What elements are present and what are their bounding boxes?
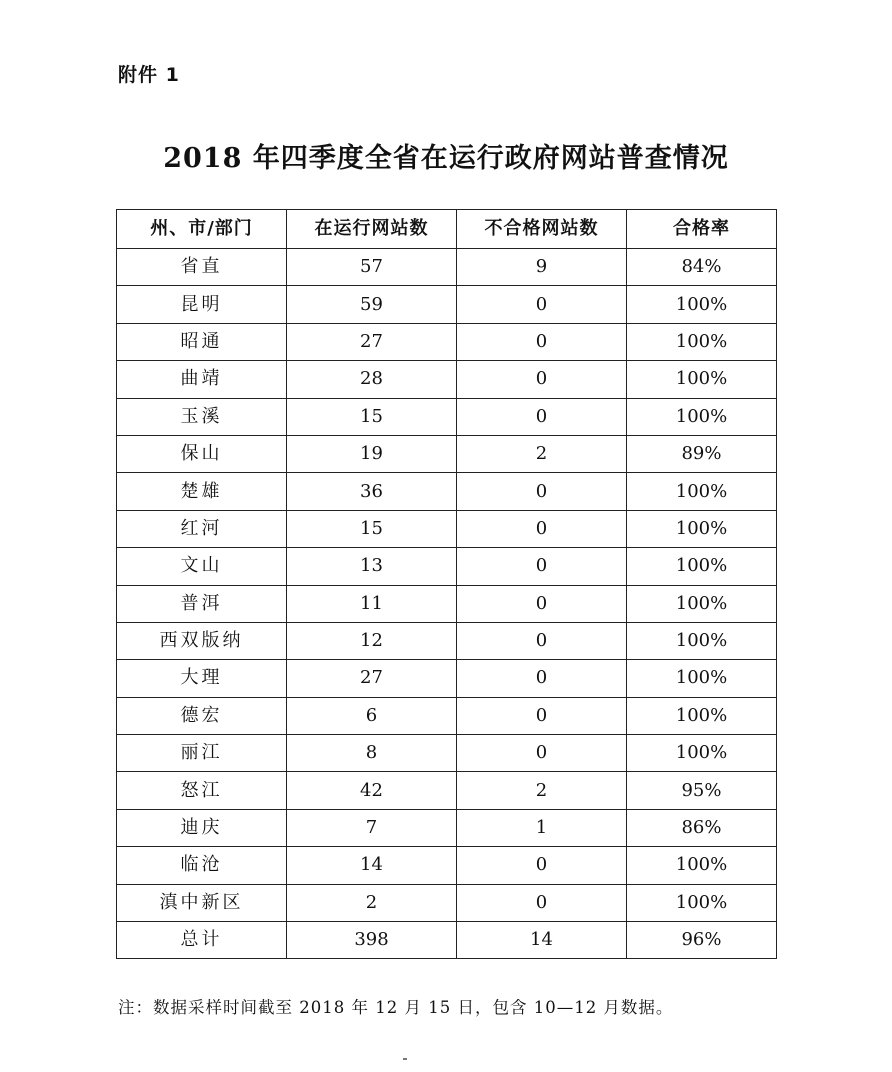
cell-pass-rate: 100% bbox=[627, 660, 777, 697]
table-row bbox=[117, 249, 777, 286]
cell-failed-sites: 0 bbox=[457, 847, 627, 884]
cell-failed-sites: 0 bbox=[457, 622, 627, 659]
page-mark bbox=[403, 1058, 407, 1060]
table-row bbox=[117, 286, 777, 323]
table-row bbox=[117, 660, 777, 697]
cell-running-sites: 42 bbox=[287, 772, 457, 809]
cell-region: 玉溪 bbox=[117, 398, 287, 435]
cell-region: 普洱 bbox=[117, 585, 287, 622]
cell-running-sites: 36 bbox=[287, 473, 457, 510]
cell-pass-rate: 100% bbox=[627, 323, 777, 360]
cell-failed-sites: 0 bbox=[457, 286, 627, 323]
footnote: 注：数据采样时间截至 2018 年 12 月 15 日，包含 10—12 月数据。 bbox=[118, 998, 674, 1017]
cell-pass-rate: 100% bbox=[627, 510, 777, 547]
cell-region: 滇中新区 bbox=[117, 884, 287, 921]
cell-pass-rate: 100% bbox=[627, 398, 777, 435]
cell-region: 昆明 bbox=[117, 286, 287, 323]
cell-failed-sites: 0 bbox=[457, 735, 627, 772]
cell-failed-sites: 0 bbox=[457, 323, 627, 360]
cell-pass-rate: 100% bbox=[627, 361, 777, 398]
cell-pass-rate: 100% bbox=[627, 548, 777, 585]
cell-running-sites: 28 bbox=[287, 361, 457, 398]
cell-running-sites: 19 bbox=[287, 435, 457, 472]
cell-failed-sites: 0 bbox=[457, 473, 627, 510]
cell-running-sites: 12 bbox=[287, 622, 457, 659]
document-title: 2018 年四季度全省在运行政府网站普查情况 bbox=[163, 143, 729, 174]
cell-failed-sites: 0 bbox=[457, 548, 627, 585]
cell-failed-sites: 1 bbox=[457, 809, 627, 846]
cell-region: 省直 bbox=[117, 249, 287, 286]
cell-region: 怒江 bbox=[117, 772, 287, 809]
table-row bbox=[117, 772, 777, 809]
table-row bbox=[117, 361, 777, 398]
cell-region: 丽江 bbox=[117, 735, 287, 772]
cell-failed-sites: 14 bbox=[457, 922, 627, 959]
cell-pass-rate: 100% bbox=[627, 735, 777, 772]
table-row bbox=[117, 847, 777, 884]
table-row bbox=[117, 398, 777, 435]
cell-pass-rate: 100% bbox=[627, 697, 777, 734]
table-row bbox=[117, 585, 777, 622]
cell-region: 临沧 bbox=[117, 847, 287, 884]
table-row bbox=[117, 809, 777, 846]
cell-region: 总计 bbox=[117, 922, 287, 959]
cell-pass-rate: 100% bbox=[627, 622, 777, 659]
header-region: 州、市/部门 bbox=[117, 210, 287, 249]
cell-failed-sites: 9 bbox=[457, 249, 627, 286]
cell-region: 德宏 bbox=[117, 697, 287, 734]
table-row bbox=[117, 697, 777, 734]
cell-region: 昭通 bbox=[117, 323, 287, 360]
cell-running-sites: 6 bbox=[287, 697, 457, 734]
cell-running-sites: 59 bbox=[287, 286, 457, 323]
cell-running-sites: 27 bbox=[287, 323, 457, 360]
header-pass-rate: 合格率 bbox=[627, 210, 777, 249]
cell-failed-sites: 2 bbox=[457, 772, 627, 809]
table-header-row bbox=[117, 210, 777, 249]
cell-region: 文山 bbox=[117, 548, 287, 585]
survey-table bbox=[116, 209, 777, 959]
cell-running-sites: 14 bbox=[287, 847, 457, 884]
cell-failed-sites: 0 bbox=[457, 361, 627, 398]
cell-failed-sites: 0 bbox=[457, 398, 627, 435]
cell-running-sites: 7 bbox=[287, 809, 457, 846]
header-running-sites: 在运行网站数 bbox=[287, 210, 457, 249]
cell-region: 西双版纳 bbox=[117, 622, 287, 659]
cell-pass-rate: 84% bbox=[627, 249, 777, 286]
attachment-label: 附件 1 bbox=[118, 64, 180, 86]
cell-running-sites: 13 bbox=[287, 548, 457, 585]
table-row bbox=[117, 922, 777, 959]
cell-pass-rate: 89% bbox=[627, 435, 777, 472]
cell-failed-sites: 0 bbox=[457, 585, 627, 622]
cell-pass-rate: 96% bbox=[627, 922, 777, 959]
cell-running-sites: 27 bbox=[287, 660, 457, 697]
cell-pass-rate: 86% bbox=[627, 809, 777, 846]
cell-running-sites: 57 bbox=[287, 249, 457, 286]
cell-pass-rate: 100% bbox=[627, 473, 777, 510]
cell-failed-sites: 0 bbox=[457, 697, 627, 734]
cell-failed-sites: 0 bbox=[457, 510, 627, 547]
cell-pass-rate: 100% bbox=[627, 286, 777, 323]
cell-region: 大理 bbox=[117, 660, 287, 697]
cell-region: 迪庆 bbox=[117, 809, 287, 846]
cell-pass-rate: 95% bbox=[627, 772, 777, 809]
table-row bbox=[117, 548, 777, 585]
cell-running-sites: 15 bbox=[287, 510, 457, 547]
cell-failed-sites: 0 bbox=[457, 660, 627, 697]
cell-region: 保山 bbox=[117, 435, 287, 472]
cell-running-sites: 11 bbox=[287, 585, 457, 622]
table-row bbox=[117, 735, 777, 772]
cell-running-sites: 8 bbox=[287, 735, 457, 772]
table-row bbox=[117, 622, 777, 659]
cell-failed-sites: 0 bbox=[457, 884, 627, 921]
header-failed-sites: 不合格网站数 bbox=[457, 210, 627, 249]
table-row bbox=[117, 323, 777, 360]
cell-failed-sites: 2 bbox=[457, 435, 627, 472]
table-row bbox=[117, 884, 777, 921]
cell-pass-rate: 100% bbox=[627, 884, 777, 921]
cell-region: 红河 bbox=[117, 510, 287, 547]
cell-running-sites: 398 bbox=[287, 922, 457, 959]
table-row bbox=[117, 435, 777, 472]
cell-pass-rate: 100% bbox=[627, 585, 777, 622]
table-row bbox=[117, 473, 777, 510]
cell-region: 楚雄 bbox=[117, 473, 287, 510]
table-row bbox=[117, 510, 777, 547]
cell-running-sites: 2 bbox=[287, 884, 457, 921]
cell-pass-rate: 100% bbox=[627, 847, 777, 884]
cell-running-sites: 15 bbox=[287, 398, 457, 435]
cell-region: 曲靖 bbox=[117, 361, 287, 398]
table-body bbox=[117, 249, 777, 959]
